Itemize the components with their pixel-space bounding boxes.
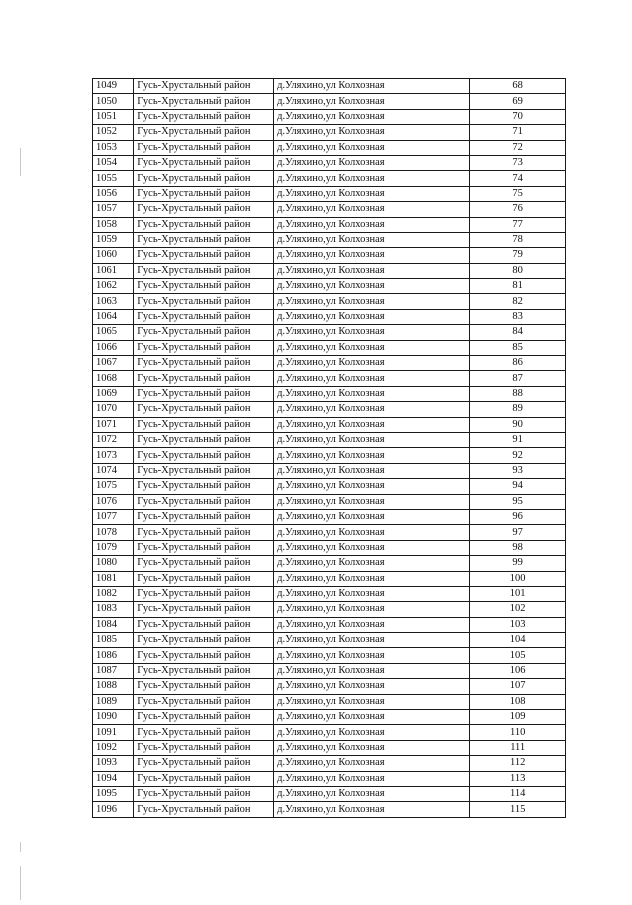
table-row: [93, 109, 566, 124]
district-cell: Гусь-Хрустальный район: [134, 232, 274, 247]
house-number-cell: 83: [470, 309, 566, 324]
row-number-cell: 1092: [93, 740, 134, 755]
address-cell: д.Уляхино,ул Колхозная: [274, 571, 470, 586]
house-number-cell: 82: [470, 294, 566, 309]
address-cell: д.Уляхино,ул Колхозная: [274, 186, 470, 201]
address-cell: д.Уляхино,ул Колхозная: [274, 248, 470, 263]
row-number-cell: 1077: [93, 509, 134, 524]
table-row: [93, 571, 566, 586]
table-row: [93, 340, 566, 355]
table-row: [93, 648, 566, 663]
house-number-cell: 105: [470, 648, 566, 663]
address-cell: д.Уляхино,ул Колхозная: [274, 648, 470, 663]
district-cell: Гусь-Хрустальный район: [134, 525, 274, 540]
house-number-cell: 85: [470, 340, 566, 355]
table-row: [93, 479, 566, 494]
house-number-cell: 86: [470, 356, 566, 371]
house-number-cell: 74: [470, 171, 566, 186]
district-cell: Гусь-Хрустальный район: [134, 786, 274, 801]
house-number-cell: 98: [470, 540, 566, 555]
district-cell: Гусь-Хрустальный район: [134, 325, 274, 340]
table-row: [93, 525, 566, 540]
house-number-cell: 73: [470, 155, 566, 170]
district-cell: Гусь-Хрустальный район: [134, 186, 274, 201]
address-cell: д.Уляхино,ул Колхозная: [274, 479, 470, 494]
district-cell: Гусь-Хрустальный район: [134, 371, 274, 386]
address-cell: д.Уляхино,ул Колхозная: [274, 540, 470, 555]
row-number-cell: 1086: [93, 648, 134, 663]
address-cell: д.Уляхино,ул Колхозная: [274, 79, 470, 94]
table-row: [93, 756, 566, 771]
house-number-cell: 96: [470, 509, 566, 524]
house-number-cell: 97: [470, 525, 566, 540]
address-cell: д.Уляхино,ул Колхозная: [274, 556, 470, 571]
table-row: [93, 556, 566, 571]
district-cell: Гусь-Хрустальный район: [134, 109, 274, 124]
row-number-cell: 1096: [93, 802, 134, 817]
row-number-cell: 1059: [93, 232, 134, 247]
table-row: [93, 294, 566, 309]
address-cell: д.Уляхино,ул Колхозная: [274, 202, 470, 217]
table-row: [93, 402, 566, 417]
house-number-cell: 112: [470, 756, 566, 771]
district-cell: Гусь-Хрустальный район: [134, 463, 274, 478]
row-number-cell: 1078: [93, 525, 134, 540]
district-cell: Гусь-Хрустальный район: [134, 586, 274, 601]
row-number-cell: 1070: [93, 402, 134, 417]
row-number-cell: 1084: [93, 617, 134, 632]
house-number-cell: 91: [470, 432, 566, 447]
table-row: [93, 386, 566, 401]
table-row: [93, 494, 566, 509]
house-number-cell: 99: [470, 556, 566, 571]
table-row: [93, 740, 566, 755]
district-cell: Гусь-Хрустальный район: [134, 340, 274, 355]
row-number-cell: 1053: [93, 140, 134, 155]
table-row: [93, 802, 566, 817]
house-number-cell: 111: [470, 740, 566, 755]
row-number-cell: 1062: [93, 279, 134, 294]
row-number-cell: 1094: [93, 771, 134, 786]
address-cell: д.Уляхино,ул Колхозная: [274, 633, 470, 648]
address-cell: д.Уляхино,ул Колхозная: [274, 694, 470, 709]
row-number-cell: 1056: [93, 186, 134, 201]
table-row: [93, 694, 566, 709]
house-number-cell: 101: [470, 586, 566, 601]
row-number-cell: 1065: [93, 325, 134, 340]
address-cell: д.Уляхино,ул Колхозная: [274, 371, 470, 386]
address-cell: д.Уляхино,ул Колхозная: [274, 617, 470, 632]
address-cell: д.Уляхино,ул Колхозная: [274, 279, 470, 294]
row-number-cell: 1050: [93, 94, 134, 109]
row-number-cell: 1082: [93, 586, 134, 601]
row-number-cell: 1064: [93, 309, 134, 324]
table-row: [93, 371, 566, 386]
row-number-cell: 1061: [93, 263, 134, 278]
table-row: [93, 448, 566, 463]
district-cell: Гусь-Хрустальный район: [134, 694, 274, 709]
address-cell: д.Уляхино,ул Колхозная: [274, 155, 470, 170]
table-row: [93, 417, 566, 432]
address-cell: д.Уляхино,ул Колхозная: [274, 756, 470, 771]
district-cell: Гусь-Хрустальный район: [134, 663, 274, 678]
house-number-cell: 76: [470, 202, 566, 217]
address-cell: д.Уляхино,ул Колхозная: [274, 463, 470, 478]
table-row: [93, 155, 566, 170]
table-row: [93, 248, 566, 263]
address-cell: д.Уляхино,ул Колхозная: [274, 432, 470, 447]
district-cell: Гусь-Хрустальный район: [134, 263, 274, 278]
house-number-cell: 92: [470, 448, 566, 463]
row-number-cell: 1073: [93, 448, 134, 463]
row-number-cell: 1075: [93, 479, 134, 494]
table-row: [93, 171, 566, 186]
house-number-cell: 114: [470, 786, 566, 801]
table-row: [93, 710, 566, 725]
row-number-cell: 1063: [93, 294, 134, 309]
table-row: [93, 602, 566, 617]
district-cell: Гусь-Хрустальный район: [134, 217, 274, 232]
row-number-cell: 1087: [93, 663, 134, 678]
row-number-cell: 1054: [93, 155, 134, 170]
house-number-cell: 80: [470, 263, 566, 278]
address-cell: д.Уляхино,ул Колхозная: [274, 586, 470, 601]
scan-edge-mark: [20, 148, 21, 176]
district-cell: Гусь-Хрустальный район: [134, 602, 274, 617]
district-cell: Гусь-Хрустальный район: [134, 633, 274, 648]
table-row: [93, 263, 566, 278]
district-cell: Гусь-Хрустальный район: [134, 94, 274, 109]
row-number-cell: 1088: [93, 679, 134, 694]
table-row: [93, 617, 566, 632]
address-cell: д.Уляхино,ул Колхозная: [274, 710, 470, 725]
table-row: [93, 94, 566, 109]
house-number-cell: 72: [470, 140, 566, 155]
address-cell: д.Уляхино,ул Колхозная: [274, 663, 470, 678]
district-cell: Гусь-Хрустальный район: [134, 432, 274, 447]
address-cell: д.Уляхино,ул Колхозная: [274, 740, 470, 755]
address-cell: д.Уляхино,ул Колхозная: [274, 356, 470, 371]
address-cell: д.Уляхино,ул Колхозная: [274, 294, 470, 309]
district-cell: Гусь-Хрустальный район: [134, 571, 274, 586]
address-cell: д.Уляхино,ул Колхозная: [274, 725, 470, 740]
row-number-cell: 1049: [93, 79, 134, 94]
district-cell: Гусь-Хрустальный район: [134, 756, 274, 771]
table-row: [93, 125, 566, 140]
address-cell: д.Уляхино,ул Колхозная: [274, 232, 470, 247]
address-cell: д.Уляхино,ул Колхозная: [274, 679, 470, 694]
house-number-cell: 68: [470, 79, 566, 94]
district-cell: Гусь-Хрустальный район: [134, 679, 274, 694]
house-number-cell: 109: [470, 710, 566, 725]
row-number-cell: 1071: [93, 417, 134, 432]
district-cell: Гусь-Хрустальный район: [134, 402, 274, 417]
address-cell: д.Уляхино,ул Колхозная: [274, 140, 470, 155]
table-row: [93, 79, 566, 94]
row-number-cell: 1085: [93, 633, 134, 648]
district-cell: Гусь-Хрустальный район: [134, 740, 274, 755]
address-registry-table: [92, 78, 566, 818]
table-row: [93, 463, 566, 478]
table-row: [93, 140, 566, 155]
district-cell: Гусь-Хрустальный район: [134, 202, 274, 217]
house-number-cell: 88: [470, 386, 566, 401]
district-cell: Гусь-Хрустальный район: [134, 417, 274, 432]
address-cell: д.Уляхино,ул Колхозная: [274, 325, 470, 340]
house-number-cell: 104: [470, 633, 566, 648]
row-number-cell: 1072: [93, 432, 134, 447]
table-row: [93, 725, 566, 740]
district-cell: Гусь-Хрустальный район: [134, 648, 274, 663]
table-row: [93, 186, 566, 201]
address-cell: д.Уляхино,ул Колхозная: [274, 448, 470, 463]
house-number-cell: 70: [470, 109, 566, 124]
row-number-cell: 1057: [93, 202, 134, 217]
address-cell: д.Уляхино,ул Колхозная: [274, 417, 470, 432]
house-number-cell: 78: [470, 232, 566, 247]
district-cell: Гусь-Хрустальный район: [134, 294, 274, 309]
district-cell: Гусь-Хрустальный район: [134, 725, 274, 740]
row-number-cell: 1068: [93, 371, 134, 386]
district-cell: Гусь-Хрустальный район: [134, 171, 274, 186]
row-number-cell: 1083: [93, 602, 134, 617]
address-cell: д.Уляхино,ул Колхозная: [274, 802, 470, 817]
table-row: [93, 663, 566, 678]
address-cell: д.Уляхино,ул Колхозная: [274, 309, 470, 324]
address-cell: д.Уляхино,ул Колхозная: [274, 340, 470, 355]
house-number-cell: 77: [470, 217, 566, 232]
house-number-cell: 115: [470, 802, 566, 817]
district-cell: Гусь-Хрустальный район: [134, 140, 274, 155]
table-row: [93, 309, 566, 324]
house-number-cell: 84: [470, 325, 566, 340]
table-row: [93, 540, 566, 555]
table-row: [93, 279, 566, 294]
address-cell: д.Уляхино,ул Колхозная: [274, 771, 470, 786]
district-cell: Гусь-Хрустальный район: [134, 309, 274, 324]
table-row: [93, 786, 566, 801]
row-number-cell: 1074: [93, 463, 134, 478]
address-cell: д.Уляхино,ул Колхозная: [274, 263, 470, 278]
table-row: [93, 633, 566, 648]
house-number-cell: 89: [470, 402, 566, 417]
house-number-cell: 81: [470, 279, 566, 294]
row-number-cell: 1081: [93, 571, 134, 586]
table-row: [93, 509, 566, 524]
house-number-cell: 102: [470, 602, 566, 617]
house-number-cell: 106: [470, 663, 566, 678]
district-cell: Гусь-Хрустальный район: [134, 479, 274, 494]
address-cell: д.Уляхино,ул Колхозная: [274, 125, 470, 140]
address-cell: д.Уляхино,ул Колхозная: [274, 171, 470, 186]
table-row: [93, 217, 566, 232]
district-cell: Гусь-Хрустальный район: [134, 617, 274, 632]
district-cell: Гусь-Хрустальный район: [134, 279, 274, 294]
row-number-cell: 1060: [93, 248, 134, 263]
row-number-cell: 1089: [93, 694, 134, 709]
address-cell: д.Уляхино,ул Колхозная: [274, 94, 470, 109]
house-number-cell: 110: [470, 725, 566, 740]
address-cell: д.Уляхино,ул Колхозная: [274, 217, 470, 232]
row-number-cell: 1095: [93, 786, 134, 801]
address-cell: д.Уляхино,ул Колхозная: [274, 525, 470, 540]
table-body: [93, 79, 566, 818]
district-cell: Гусь-Хрустальный район: [134, 710, 274, 725]
house-number-cell: 71: [470, 125, 566, 140]
row-number-cell: 1093: [93, 756, 134, 771]
row-number-cell: 1076: [93, 494, 134, 509]
row-number-cell: 1079: [93, 540, 134, 555]
house-number-cell: 90: [470, 417, 566, 432]
address-cell: д.Уляхино,ул Колхозная: [274, 494, 470, 509]
district-cell: Гусь-Хрустальный район: [134, 556, 274, 571]
district-cell: Гусь-Хрустальный район: [134, 155, 274, 170]
district-cell: Гусь-Хрустальный район: [134, 448, 274, 463]
house-number-cell: 79: [470, 248, 566, 263]
district-cell: Гусь-Хрустальный район: [134, 356, 274, 371]
district-cell: Гусь-Хрустальный район: [134, 79, 274, 94]
district-cell: Гусь-Хрустальный район: [134, 494, 274, 509]
district-cell: Гусь-Хрустальный район: [134, 248, 274, 263]
table-row: [93, 679, 566, 694]
address-cell: д.Уляхино,ул Колхозная: [274, 386, 470, 401]
house-number-cell: 87: [470, 371, 566, 386]
house-number-cell: 108: [470, 694, 566, 709]
row-number-cell: 1052: [93, 125, 134, 140]
house-number-cell: 103: [470, 617, 566, 632]
house-number-cell: 69: [470, 94, 566, 109]
house-number-cell: 94: [470, 479, 566, 494]
scan-edge-mark: [20, 842, 21, 852]
district-cell: Гусь-Хрустальный район: [134, 802, 274, 817]
district-cell: Гусь-Хрустальный район: [134, 540, 274, 555]
house-number-cell: 113: [470, 771, 566, 786]
row-number-cell: 1055: [93, 171, 134, 186]
table-row: [93, 232, 566, 247]
house-number-cell: 75: [470, 186, 566, 201]
district-cell: Гусь-Хрустальный район: [134, 125, 274, 140]
table-row: [93, 202, 566, 217]
district-cell: Гусь-Хрустальный район: [134, 509, 274, 524]
district-cell: Гусь-Хрустальный район: [134, 771, 274, 786]
row-number-cell: 1051: [93, 109, 134, 124]
table-row: [93, 432, 566, 447]
table-row: [93, 356, 566, 371]
row-number-cell: 1069: [93, 386, 134, 401]
district-cell: Гусь-Хрустальный район: [134, 386, 274, 401]
house-number-cell: 107: [470, 679, 566, 694]
address-cell: д.Уляхино,ул Колхозная: [274, 509, 470, 524]
table-row: [93, 586, 566, 601]
house-number-cell: 93: [470, 463, 566, 478]
address-cell: д.Уляхино,ул Колхозная: [274, 109, 470, 124]
row-number-cell: 1080: [93, 556, 134, 571]
address-cell: д.Уляхино,ул Колхозная: [274, 786, 470, 801]
table-row: [93, 771, 566, 786]
row-number-cell: 1091: [93, 725, 134, 740]
row-number-cell: 1090: [93, 710, 134, 725]
row-number-cell: 1058: [93, 217, 134, 232]
row-number-cell: 1066: [93, 340, 134, 355]
house-number-cell: 95: [470, 494, 566, 509]
row-number-cell: 1067: [93, 356, 134, 371]
house-number-cell: 100: [470, 571, 566, 586]
scan-edge-mark: [20, 866, 21, 900]
address-cell: д.Уляхино,ул Колхозная: [274, 602, 470, 617]
address-cell: д.Уляхино,ул Колхозная: [274, 402, 470, 417]
table-row: [93, 325, 566, 340]
